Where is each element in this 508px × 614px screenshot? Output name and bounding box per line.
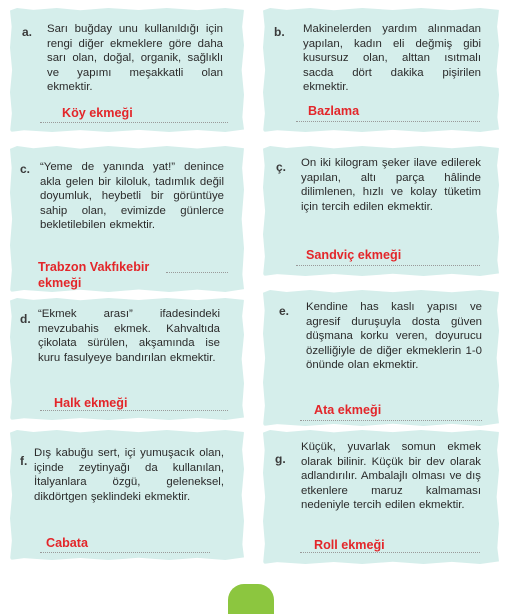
card-a-answer: Köy ekmeği <box>62 106 133 120</box>
card-a-letter: a. <box>22 25 33 39</box>
card-f-text: Dış kabuğu sert, içi yumuşacık olan, içinde zeytinyağı da kullanılan, İtalyanlara özgü, geleneksel, dikdörtgen şeklindeki ekmektir. <box>34 447 224 503</box>
card-g-answer-line <box>300 552 480 553</box>
card-c-letter: c. <box>20 162 31 176</box>
card-f-letter: f. <box>20 454 28 468</box>
card-e-answer-line <box>300 420 482 421</box>
card-g-letter: g. <box>275 452 286 466</box>
card-f-answer-line <box>40 552 210 553</box>
card-g-text: Küçük, yuvarlak somun ekmek olarak bilinir. Küçük bir dev olarak adlandırılır. Ambalajlı olması ve dış etkenlere maruz kalmaması nedeniyle tercih edilen ekmektir. <box>301 441 481 512</box>
card-c-text: “Yeme de yanında yat!” denince akla gelen bir kiloluk, tadımlık değil doyumluk, heybetli bir görüntüye sahip olan, evimizde günlerce bekletilebilen ekmektir. <box>40 161 224 232</box>
card-cc-text: On iki kilogram şeker ilave edilerek yapılan, altı parça hâlinde dilimlenen, hızlı ve kolay tüketim için tercih edilen ekmektir. <box>301 157 481 213</box>
card-b-answer-line <box>296 121 480 122</box>
card-c-answer-line <box>166 272 228 273</box>
card-b-answer: Bazlama <box>308 104 360 118</box>
card-c-answer-line1: Trabzon Vakfıkebir <box>38 260 150 274</box>
page-number-tab <box>228 584 274 614</box>
card-b-text: Makinelerden yardım alınmadan yapılan, kadın eli değmiş gibi kusursuz olan, alttan ısıtmalı sacda dört dakika pişirilen ekmektir. <box>303 23 481 94</box>
card-d-letter: d. <box>20 312 31 326</box>
card-cc-answer-line <box>296 265 480 266</box>
card-cc-letter: ç. <box>276 160 287 174</box>
card-b-letter: b. <box>274 25 285 39</box>
card-a-answer-line <box>40 122 228 123</box>
card-e-answer: Ata ekmeği <box>314 403 382 417</box>
card-e-text: Kendine has kaslı yapısı ve agresif duruşuyla dosta güven düşmana korku veren, doyurucu özelliğiyle de diğer ekmeklerin 1-0 önünde olan ekmektir. <box>306 301 482 372</box>
card-cc-answer: Sandviç ekmeği <box>306 248 402 262</box>
card-f-answer: Cabata <box>46 536 88 550</box>
card-d-answer: Halk ekmeği <box>54 396 128 410</box>
card-g-answer: Roll ekmeği <box>314 538 385 552</box>
card-c-answer-line2: ekmeği <box>38 276 82 290</box>
card-d-answer-line <box>40 410 228 411</box>
card-a-text: Sarı buğday unu kullanıldığı için rengi diğer ekmeklere göre daha sarı olan, doğal, organik, sağlıklı ve yapımı meşakkatli olan ekmektir. <box>47 23 223 94</box>
card-e-letter: e. <box>279 304 290 318</box>
card-d-text: “Ekmek arası” ifadesindeki mevzubahis ekmek. Kahvaltıda çikolata sürülen, akşamında ise kuru fasulyeye bandırılan ekmektir. <box>38 308 220 364</box>
